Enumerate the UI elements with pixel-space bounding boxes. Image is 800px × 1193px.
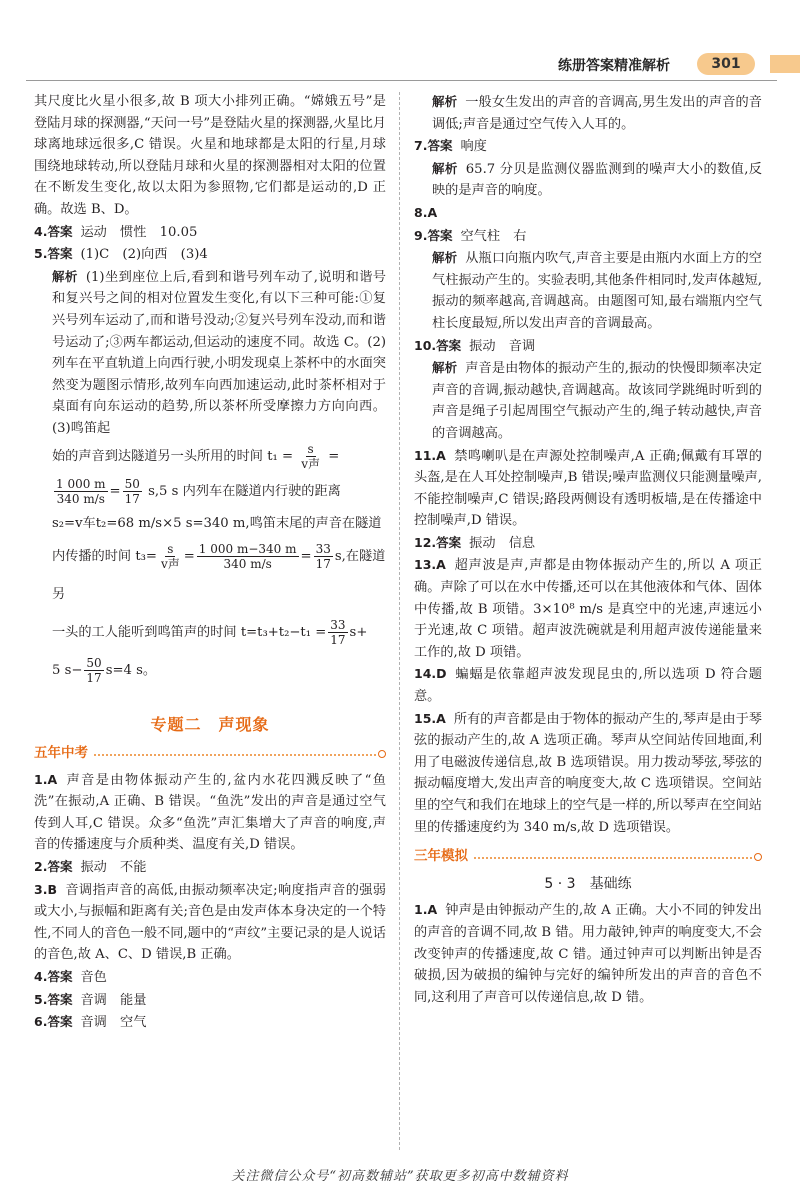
answer-q3: 3.B 音调指声音的高低,由振动频率决定;响度指声音的强弱或大小,与振幅和距离有关;音色是由发声体本身决定的一个特性,不同人的音色一般不同,题中的“声纹”主要记录的是人说话的音色,故 A、C、D 错误,B 正确。 bbox=[34, 881, 386, 963]
section-title: 三年模拟 bbox=[414, 848, 468, 865]
section-header-three-year bbox=[414, 846, 762, 868]
explanation-item-5: 解析 (1)坐到座位上后,看到和谐号列车动了,说明和谐号和复兴号之间的相对位置发生变化,有以下三种可能:①复兴号列车运动了,而和谐号没动;②复兴号列车没动,而和谐号运动了;③两车都运动,但运动的速度不同。故选 C。(2)列车在平直轨道上向西行驶,小明发现桌上茶杯中的水面突然变为题图示情形,故列车向西加速运动,此时茶杯相对于桌面有向东运动的趋势,所以茶杯所受摩擦力方向向西。(3)鸣笛起 bbox=[52, 268, 386, 436]
answer-q14: 14.D 蝙蝠是依靠超声波发现昆虫的,所以选项 D 符合题意。 bbox=[414, 666, 762, 705]
fraction: $\frac{s}{\text{v声}}$ bbox=[160, 541, 180, 571]
explanation-q9: 解析 从瓶口向瓶内吹气,声音主要是由瓶内水面上方的空气柱振动产生的。实验表明,其他条件相同时,发声体越短,振动的频率越高,音调越高。由题图可知,最右端瓶内空气柱长度最短,所以发出声音的音调最高。 bbox=[432, 250, 762, 331]
answer-r1: 1.A 钟声是由钟振动产生的,故 A 正确。大小不同的钟发出的声音的音调不同,故 B 错。用力敲钟,钟声的响度变大,不会改变钟声的传播速度,故 C 错。通过钟声可以判断出钟是否破损,因为破损的编钟与完好的编钟所发出的声音的音色不同,这利用了声音可以传递信息,故 D 错。 bbox=[414, 902, 762, 1005]
formula-line-1: 始的声音到达隧道另一头所用的时间 t₁ = $\frac{s}{\text{v声}}$ = bbox=[52, 441, 340, 471]
section-end-circle bbox=[754, 853, 762, 861]
topic-title: 专题二 声现象 bbox=[150, 714, 270, 734]
answer-q9: 9.答案 空气柱 右 bbox=[414, 227, 527, 244]
formula-line-2: $\frac{1 000 m}{340 m/s}$ = $\frac{50}{17}$ s,5 s 内列车在隧道内行驶的距离 bbox=[56, 476, 341, 506]
explanation-q6: 解析 一般女生发出的声音的音调高,男生发出的声音的音调低;声音是通过空气传入人耳的。 bbox=[432, 94, 762, 132]
fraction: $\frac{50}{17}$ bbox=[124, 476, 140, 506]
paragraph-continued: 其尺度比火星小很多,故 B 项大小排列正确。“嫦娥五号”是登陆月球的探测器,“天问一号”是登陆火星的探测器,火星比月球离地球远很多,C 错误。火星和地球都是太阳的行星,月球围绕地球转动,所以登陆月球和火星的探测器相对太阳的位置在不断发生变化,故以太阳为参照物,它们都是运动的,D 正确。故选 B、D。 bbox=[34, 94, 386, 217]
answer-q15: 15.A 所有的声音都是由于物体的振动产生的,琴声是由于琴弦的振动产生的,故 A 选项正确。琴声从空间站传回地面,利用了电磁波传递信息,故 B 选项错误。用力拨动琴弦,琴弦的振动幅度增大,发出声音的响度变大,故 C 选项错误。空间站里的空气和我们在地球上的空气是一样的,所以琴声在空间站里的传播速度约为 340 m/s,故 D 选项错误。 bbox=[414, 710, 762, 835]
right-column bbox=[414, 91, 762, 1008]
column-divider bbox=[399, 92, 400, 1150]
answer-q7: 7.答案 响度 bbox=[414, 138, 487, 155]
fraction: $\frac{33}{17}$ bbox=[315, 541, 331, 571]
answer-q13: 13.A 超声波是声,声都是由物体振动产生的,所以 A 项正确。声除了可以在水中传播,还可以在其他液体和气体、固体中传播,故 B 项错。3×10⁸ m/s 是真空中的光速,声速远小于光速,故 C 项错。超声波洗碗就是利用超声波传递能量来工作的,故 D 项错。 bbox=[414, 557, 762, 660]
answer-q11: 11.A 禁鸣喇叭是在声源处控制噪声,A 正确;佩戴有耳罩的头盔,是在人耳处控制噪声,B 错误;噪声监测仪只能测量噪声,不能控制噪声,C 错误;路段两侧设有透明板墙,是在传播途中控制噪声,D 错误。 bbox=[414, 447, 762, 529]
fraction: $\frac{1 000 m}{340 m/s}$ bbox=[56, 476, 106, 506]
left-column bbox=[34, 91, 386, 1034]
subsection-title: 5 · 3 基础练 bbox=[544, 875, 632, 892]
fraction: $\frac{s}{\text{v声}}$ bbox=[301, 441, 321, 471]
fraction: $\frac{50}{17}$ bbox=[86, 655, 102, 685]
section-dotted-rule bbox=[474, 857, 752, 859]
section-dotted-rule bbox=[94, 754, 376, 756]
answer-item-5: 5.答案 (1)C (2)向西 (3)4 bbox=[34, 246, 208, 263]
header-rule bbox=[26, 80, 777, 81]
explanation-q10: 解析 声音是由物体的振动产生的,振动的快慢即频率决定声音的音调,振动越快,音调越高。故该同学跳绳时听到的声音是绳子引起周围空气振动产生的,绳子转动越快,声音的音调越高。 bbox=[432, 360, 762, 441]
formula-line-5: 一头的工人能听到鸣笛声的时间 t=t₃+t₂−t₁ = $\frac{33}{17}$ s+ bbox=[52, 617, 368, 647]
section-title: 五年中考 bbox=[34, 745, 88, 762]
explanation-q7: 解析 65.7 分贝是监测仪器监测到的噪声大小的数值,反映的是声音的响度。 bbox=[432, 160, 762, 199]
fraction: $\frac{33}{17}$ bbox=[330, 617, 346, 647]
section-header-five-year bbox=[34, 743, 386, 765]
answer-q1: 1.A 声音是由物体振动产生的,盆内水花四溅反映了“鱼洗”在振动,A 正确、B 错误。“鱼洗”发出的声音是通过空气传到人耳,C 错误。众多“鱼洗”声汇集增大了声音的响度,声音的传播速度与介质种类、温度有关,D 错误。 bbox=[34, 771, 386, 853]
section-end-circle bbox=[378, 750, 386, 758]
footer-note: 关注微信公众号“初高数辅站”获取更多初高中数辅资料 bbox=[231, 1169, 569, 1184]
page-number: 301 bbox=[711, 56, 741, 72]
answer-item-4: 4.答案 运动 惯性 10.05 bbox=[34, 223, 198, 240]
formula-block bbox=[34, 440, 386, 690]
formula-line-4: 内传播的时间 t₃= $\frac{s}{\text{v声}}$ = $\frac{1 000 m-340 m}{340 m/s}$ = $\frac{33}{17}$ s,在隧道另 bbox=[52, 541, 386, 602]
answer-q12: 12.答案 振动 信息 bbox=[414, 534, 536, 551]
page-edge-tab bbox=[770, 55, 800, 73]
answer-q2: 2.答案 振动 不能 bbox=[34, 859, 147, 876]
answer-q8: 8.A bbox=[414, 204, 438, 220]
answer-q5: 5.答案 音调 能量 bbox=[34, 991, 147, 1008]
header-title: 练册答案精准解析 bbox=[558, 58, 670, 74]
answer-q4: 4.答案 音色 bbox=[34, 969, 107, 986]
formula-line-6: 5 s− $\frac{50}{17}$ s=4 s。 bbox=[52, 655, 157, 685]
fraction: $\frac{1 000 m-340 m}{340 m/s}$ bbox=[198, 541, 297, 571]
formula-line-3: s₂=v车t₂=68 m/s×5 s=340 m,鸣笛末尾的声音在隧道 bbox=[52, 515, 382, 531]
answer-q10: 10.答案 振动 音调 bbox=[414, 337, 536, 354]
answer-q6: 6.答案 音调 空气 bbox=[34, 1014, 147, 1031]
